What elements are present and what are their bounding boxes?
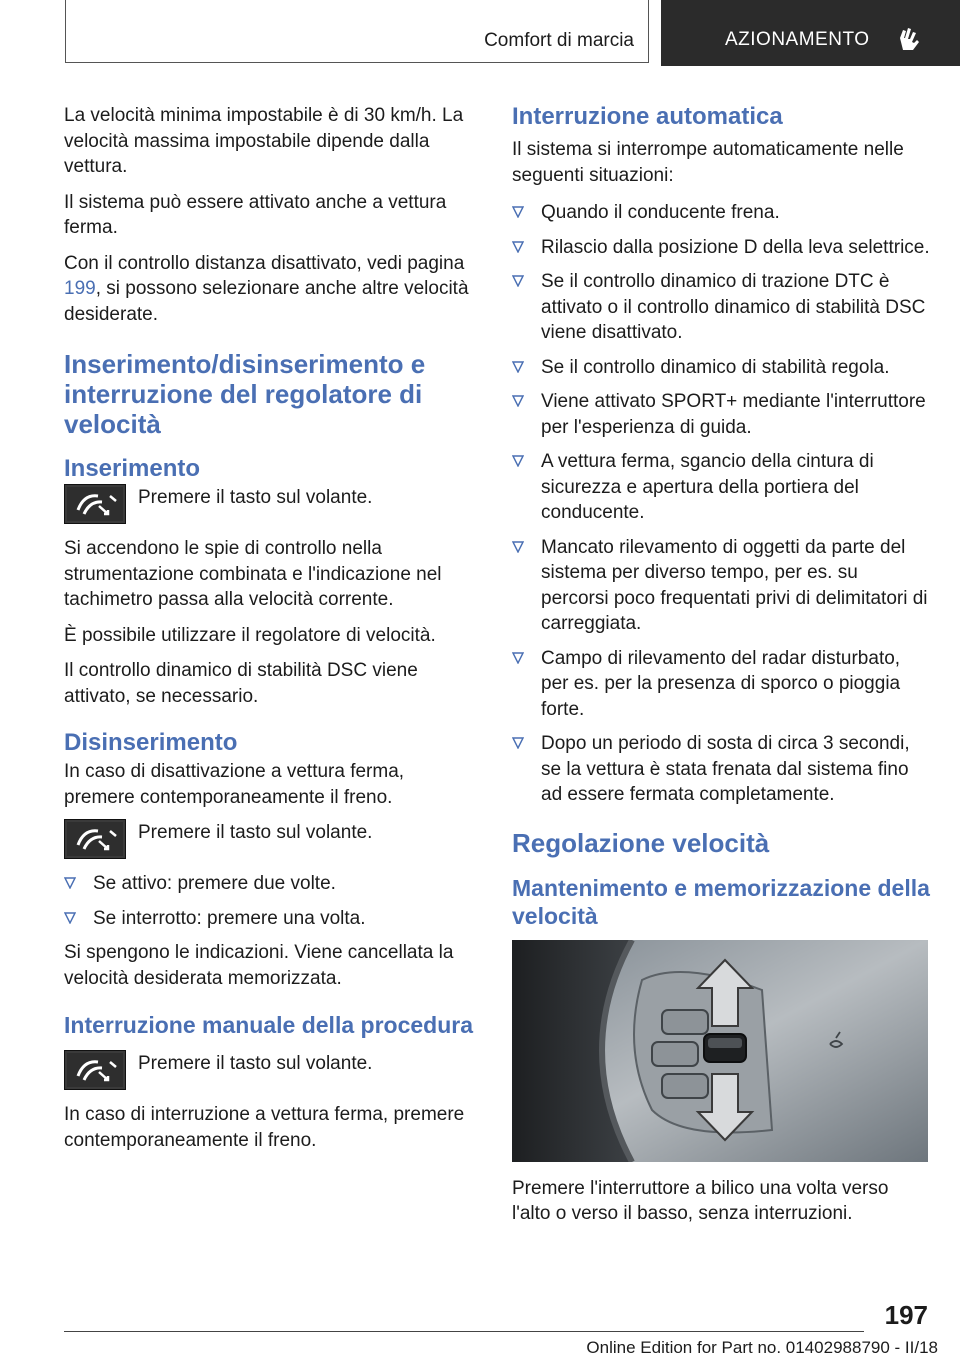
list-item: Mancato rilevamento di oggetti da parte del sistema per diverso tempo, per es. su percorsi poco frequentati privi di delimitatori di carreggiata. — [512, 535, 930, 637]
paragraph-disinsert: In caso di disattivazione a vettura ferma, premere contemporaneamente il freno. — [64, 761, 405, 808]
footer-edition: Online Edition for Part no. 01402988790 - II/18 — [586, 1338, 938, 1357]
auto-list — [512, 200, 930, 808]
instruction-text: Premere il tasto sul volante. — [138, 1053, 373, 1074]
instruction-row-2 — [64, 820, 476, 859]
heading-main: Inserimento/disinserimento e interruzione del regolatore di velocità — [64, 349, 426, 439]
list-item: Se il controllo dinamico di stabilità regola. — [512, 355, 930, 381]
triangle-bullet-icon — [512, 737, 524, 749]
footer-divider — [64, 1331, 864, 1332]
heading-speed: Regolazione velocità — [512, 827, 770, 858]
triangle-bullet-icon — [64, 912, 76, 924]
heading-keep: Mantenimento e memorizzazione della velocità — [512, 874, 930, 929]
instruction-text: Premere il tasto sul volante. — [138, 822, 373, 843]
heading-disinsert: Disinserimento — [64, 729, 238, 756]
triangle-bullet-icon — [512, 361, 524, 373]
paragraph-speed-range: La velocità minima impostabile è di 30 km/h. La velocità massima impostabile dipende dalla vettura. — [64, 105, 464, 177]
paragraph-usable: È possibile utilizzare il regolatore di velocità. — [64, 624, 436, 646]
cruise-control-button-icon — [64, 484, 126, 524]
cruise-control-button-icon — [64, 819, 126, 859]
paragraph-auto: Il sistema si interrompe automaticamente nelle seguenti situazioni: — [512, 139, 904, 186]
paragraph-rocker: Premere l'interruttore a bilico una volta verso l'alto o verso il basso, senza interruzioni. — [512, 1177, 889, 1224]
right-column — [512, 103, 930, 1237]
paragraph-cleared: Si spengono le indicazioni. Viene cancellata la velocità desiderata memorizzata. — [64, 942, 454, 989]
paragraph-indicators: Si accendono le spie di controllo nella strumentazione combinata e l'indicazione nel tachimetro passa alla velocità corrente. — [64, 538, 442, 610]
steering-wheel-photo — [512, 940, 928, 1162]
paragraph-manual: In caso di interruzione a vettura ferma, premere contemporaneamente il freno. — [64, 1104, 465, 1151]
page-number: 197 — [884, 1300, 928, 1330]
instruction-text: Premere il tasto sul volante. — [138, 487, 373, 508]
list-item: Se interrotto: premere una volta. — [64, 906, 476, 932]
triangle-bullet-icon — [64, 877, 76, 889]
list-item: Campo di rilevamento del radar disturbato, per es. per la presenza di sporco o pioggia forte. — [512, 646, 930, 723]
heading-insert: Inserimento — [64, 455, 201, 482]
cruise-control-button-icon — [64, 1050, 126, 1090]
list-item: Se attivo: premere due volte. — [64, 871, 476, 897]
list-item: Se il controllo dinamico di trazione DTC è attivato o il controllo dinamico di stabilità DSC viene disattivato. — [512, 269, 930, 346]
paragraph-dsc: Il controllo dinamico di stabilità DSC viene attivato, se necessario. — [64, 660, 418, 707]
disinsert-list — [64, 871, 476, 931]
steering-hand-icon — [893, 26, 921, 54]
header-section-box — [65, 0, 649, 63]
list-item: Viene attivato SPORT+ mediante l'interruttore per l'esperienza di guida. — [512, 389, 930, 440]
list-item: Dopo un periodo di sosta di circa 3 secondi, se la vettura è stata frenata dal sistema fino ad essere fermata completamente. — [512, 731, 930, 808]
instruction-row-3 — [64, 1051, 476, 1090]
list-item: A vettura ferma, sgancio della cintura di sicurezza e apertura della portiera del conducente. — [512, 449, 930, 526]
triangle-bullet-icon — [512, 395, 524, 407]
triangle-bullet-icon — [512, 541, 524, 553]
instruction-row-1 — [64, 485, 476, 524]
heading-auto: Interruzione automatica — [512, 103, 783, 130]
paragraph-page-ref: Con il controllo distanza disattivato, vedi pagina 199, si possono selezionare anche altre velocità desiderate. — [64, 252, 469, 325]
list-item: Rilascio dalla posizione D della leva selettrice. — [512, 235, 930, 261]
left-column — [64, 103, 476, 1163]
section-title: Comfort di marcia — [484, 30, 634, 51]
triangle-bullet-icon — [512, 455, 524, 467]
paragraph-stationary: Il sistema può essere attivato anche a vettura ferma. — [64, 191, 447, 238]
triangle-bullet-icon — [512, 241, 524, 253]
header-chapter-box — [661, 0, 960, 66]
list-item: Quando il conducente frena. — [512, 200, 930, 226]
triangle-bullet-icon — [512, 652, 524, 664]
triangle-bullet-icon — [512, 275, 524, 287]
triangle-bullet-icon — [512, 206, 524, 218]
chapter-title: AZIONAMENTO — [725, 29, 870, 50]
heading-manual: Interruzione manuale della procedura — [64, 1012, 473, 1038]
page-link[interactable]: 199 — [64, 278, 96, 299]
